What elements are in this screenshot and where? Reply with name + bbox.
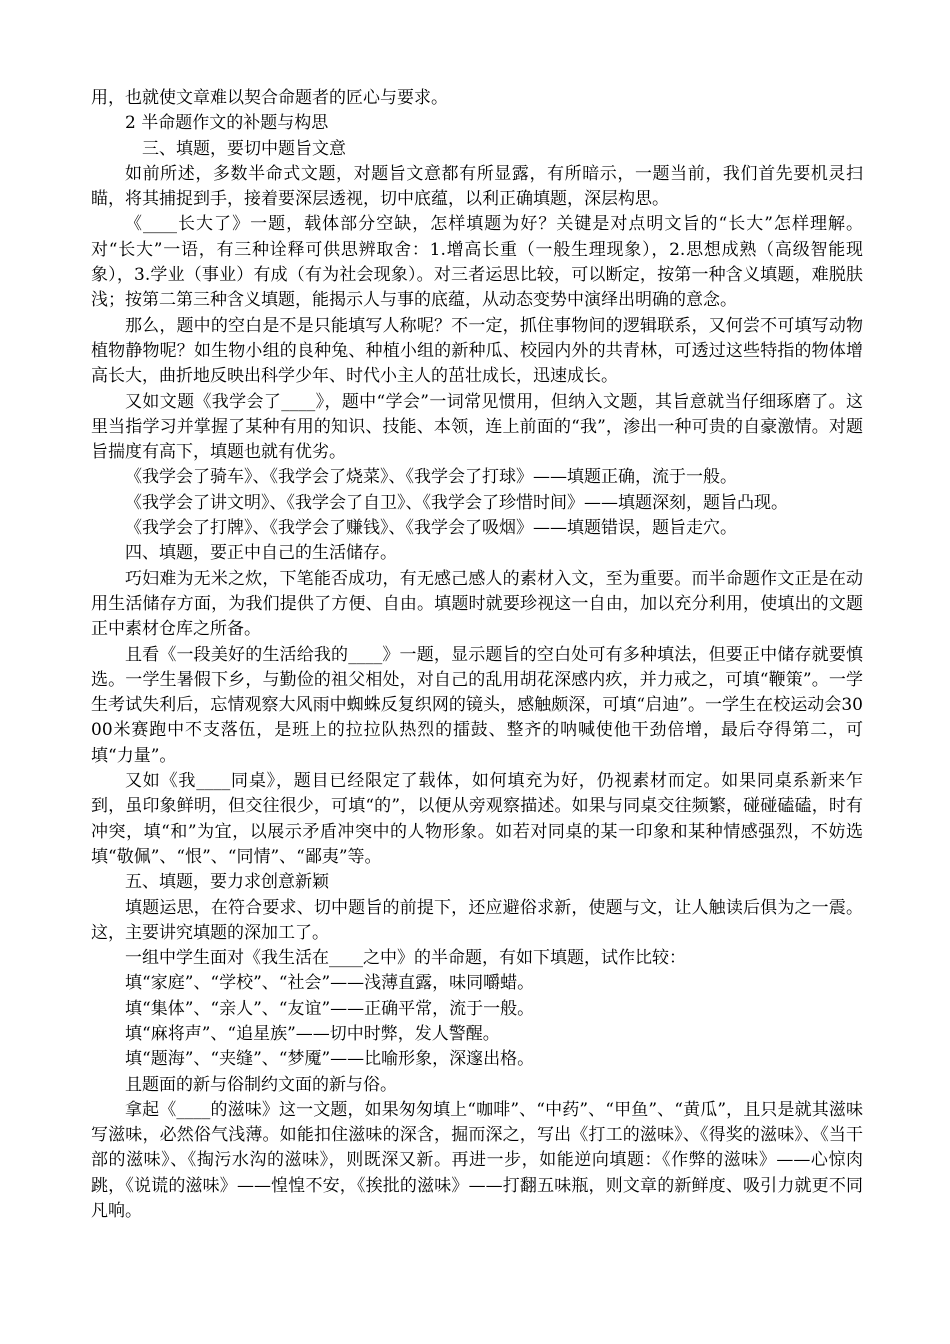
example-line: 填“麻将声”、“追星族”——切中时弊，发人警醒。 — [125, 1023, 500, 1044]
example-line: 《我学会了骑车》、《我学会了烧菜》、《我学会了打球》——填题正确，流于一般。 — [125, 467, 737, 488]
paragraph: 又如文题《我学会了____》，题中“学会”一词常见惯用，但纳入文题，其旨意就当仔细琢磨了。这里当指学习并掌握了某种有用的知识、技能、本领，连上前面的“我”，渗出一种可贵的自豪激情。对题旨揣度有高下，填题也就有优劣。 — [91, 391, 863, 463]
paragraph: 又如《我____同桌》，题目已经限定了载体，如何填充为好，仍视素材而定。如果同桌系新来乍到，虽印象鲜明，但交往很少，可填“的”，以便从旁观察描述。如果与同桌交往频繁，碰碰磕磕，时有冲突，填“和”为宜，以展示矛盾冲突中的人物形象。如若对同桌的某一印象和某种情感强烈，不妨选填“敬佩”、“恨”、“同情”、“鄙夷”等。 — [91, 771, 863, 867]
paragraph: 那么，题中的空白是不是只能填写人称呢？不一定，抓住事物间的逻辑联系，又何尝不可填写动物植物静物呢？如生物小组的良种兔、种植小组的新种瓜、校园内外的共青林，可透过这些特指的物体增高长大，曲折地反映出科学少年、时代小主人的茁壮成长，迅速成长。 — [91, 315, 863, 387]
paragraph: 且题面的新与俗制约文面的新与俗。 — [125, 1074, 397, 1095]
paragraph: 《____长大了》一题，载体部分空缺，怎样填题为好？关键是对点明文旨的“长大”怎样理解。对“长大”一语，有三种诠释可供思辨取舍：1.增高长重（一般生理现象），2.思想成熟（高级智能现象），3.学业（事业）有成（有为社会现象）。对三者运思比较，可以断定，按第一种含义填题，难脱肤浅；按第二第三种含义填题，能揭示人与事的底蕴，从动态变势中演绎出明确的意念。 — [91, 214, 863, 311]
example-line: 填“题海”、“夹缝”、“梦魇”——比喻形象，深邃出格。 — [125, 1049, 535, 1070]
paragraph-continuation: 用，也就使文章难以契合命题者的匠心与要求。 — [91, 88, 448, 108]
example-line: 填“集体”、“亲人”、“友谊”——正确平常，流于一般。 — [125, 998, 535, 1019]
document-page — [91, 86, 863, 1224]
paragraph: 一组中学生面对《我生活在____之中》的半命题，有如下填题，试作比较： — [125, 948, 686, 969]
subheading-4: 四、填题，要正中自己的生活储存。 — [125, 543, 397, 564]
paragraph: 拿起《____的滋味》这一文题，如果匆匆填上“咖啡”、“中药”、“甲鱼”、“黄瓜”，且只是就其滋味写滋味，必然俗气浅薄。如能扣住滋味的深含，掘而深之，写出《打工的滋味》、《得奖的滋味》、《当干部的滋味》、《掏污水沟的滋味》，则既深又新。再进一步，如能逆向填题：《作弊的滋味》——心惊肉跳，《说谎的滋味》——惶惶不安，《挨批的滋味》——打翻五味瓶，则文章的新鲜度、吸引力就更不同凡响。 — [91, 1099, 863, 1222]
example-line: 填“家庭”、“学校”、“社会”——浅薄直露，味同嚼蜡。 — [125, 973, 535, 994]
paragraph: 巧妇难为无米之炊，下笔能否成功，有无感己感人的素材入文，至为重要。而半命题作文正是在动用生活储存方面，为我们提供了方便、自由。填题时就要珍视这一自由，加以充分利用，使填出的文题正中素材仓库之所备。 — [91, 568, 863, 640]
paragraph: 且看《一段美好的生活给我的____》一题，显示题旨的空白处可有多种填法，但要正中储存就要慎选。一学生暑假下乡，与勤俭的祖父相处，对自己的乱用胡花深感内疚，并力戒之，可填“鞭策”。一学生考试失利后，忘情观察大风雨中蜘蛛反复织网的镜头，感触颇深，可填“启迪”。一学生在校运动会3000米赛跑中不支落伍，是班上的拉拉队热烈的擂鼓、整齐的呐喊使他干劲倍增，最后夺得第二，可填“力量”。 — [91, 644, 863, 766]
subheading-5: 五、填题，要力求创意新颖 — [125, 872, 329, 893]
example-line: 《我学会了讲文明》、《我学会了自卫》、《我学会了珍惜时间》——填题深刻，题旨凸现。 — [125, 492, 788, 513]
section-heading-2: 2 半命题作文的补题与构思 — [125, 113, 329, 134]
paragraph: 填题运思，在符合要求、切中题旨的前提下，还应避俗求新，使题与文，让人触读后俱为之一震。这，主要讲究填题的深加工了。 — [91, 897, 863, 943]
example-line: 《我学会了打牌》、《我学会了赚钱》、《我学会了吸烟》——填题错误，题旨走穴。 — [125, 518, 737, 539]
subheading-3: 三、填题，要切中题旨文意 — [142, 138, 346, 159]
paragraph: 如前所述，多数半命式文题，对题旨文意都有所显露，有所暗示，一题当前，我们首先要机灵扫瞄，将其捕捉到手，接着要深层透视，切中底蕴，以利正确填题，深层构思。 — [91, 163, 863, 210]
